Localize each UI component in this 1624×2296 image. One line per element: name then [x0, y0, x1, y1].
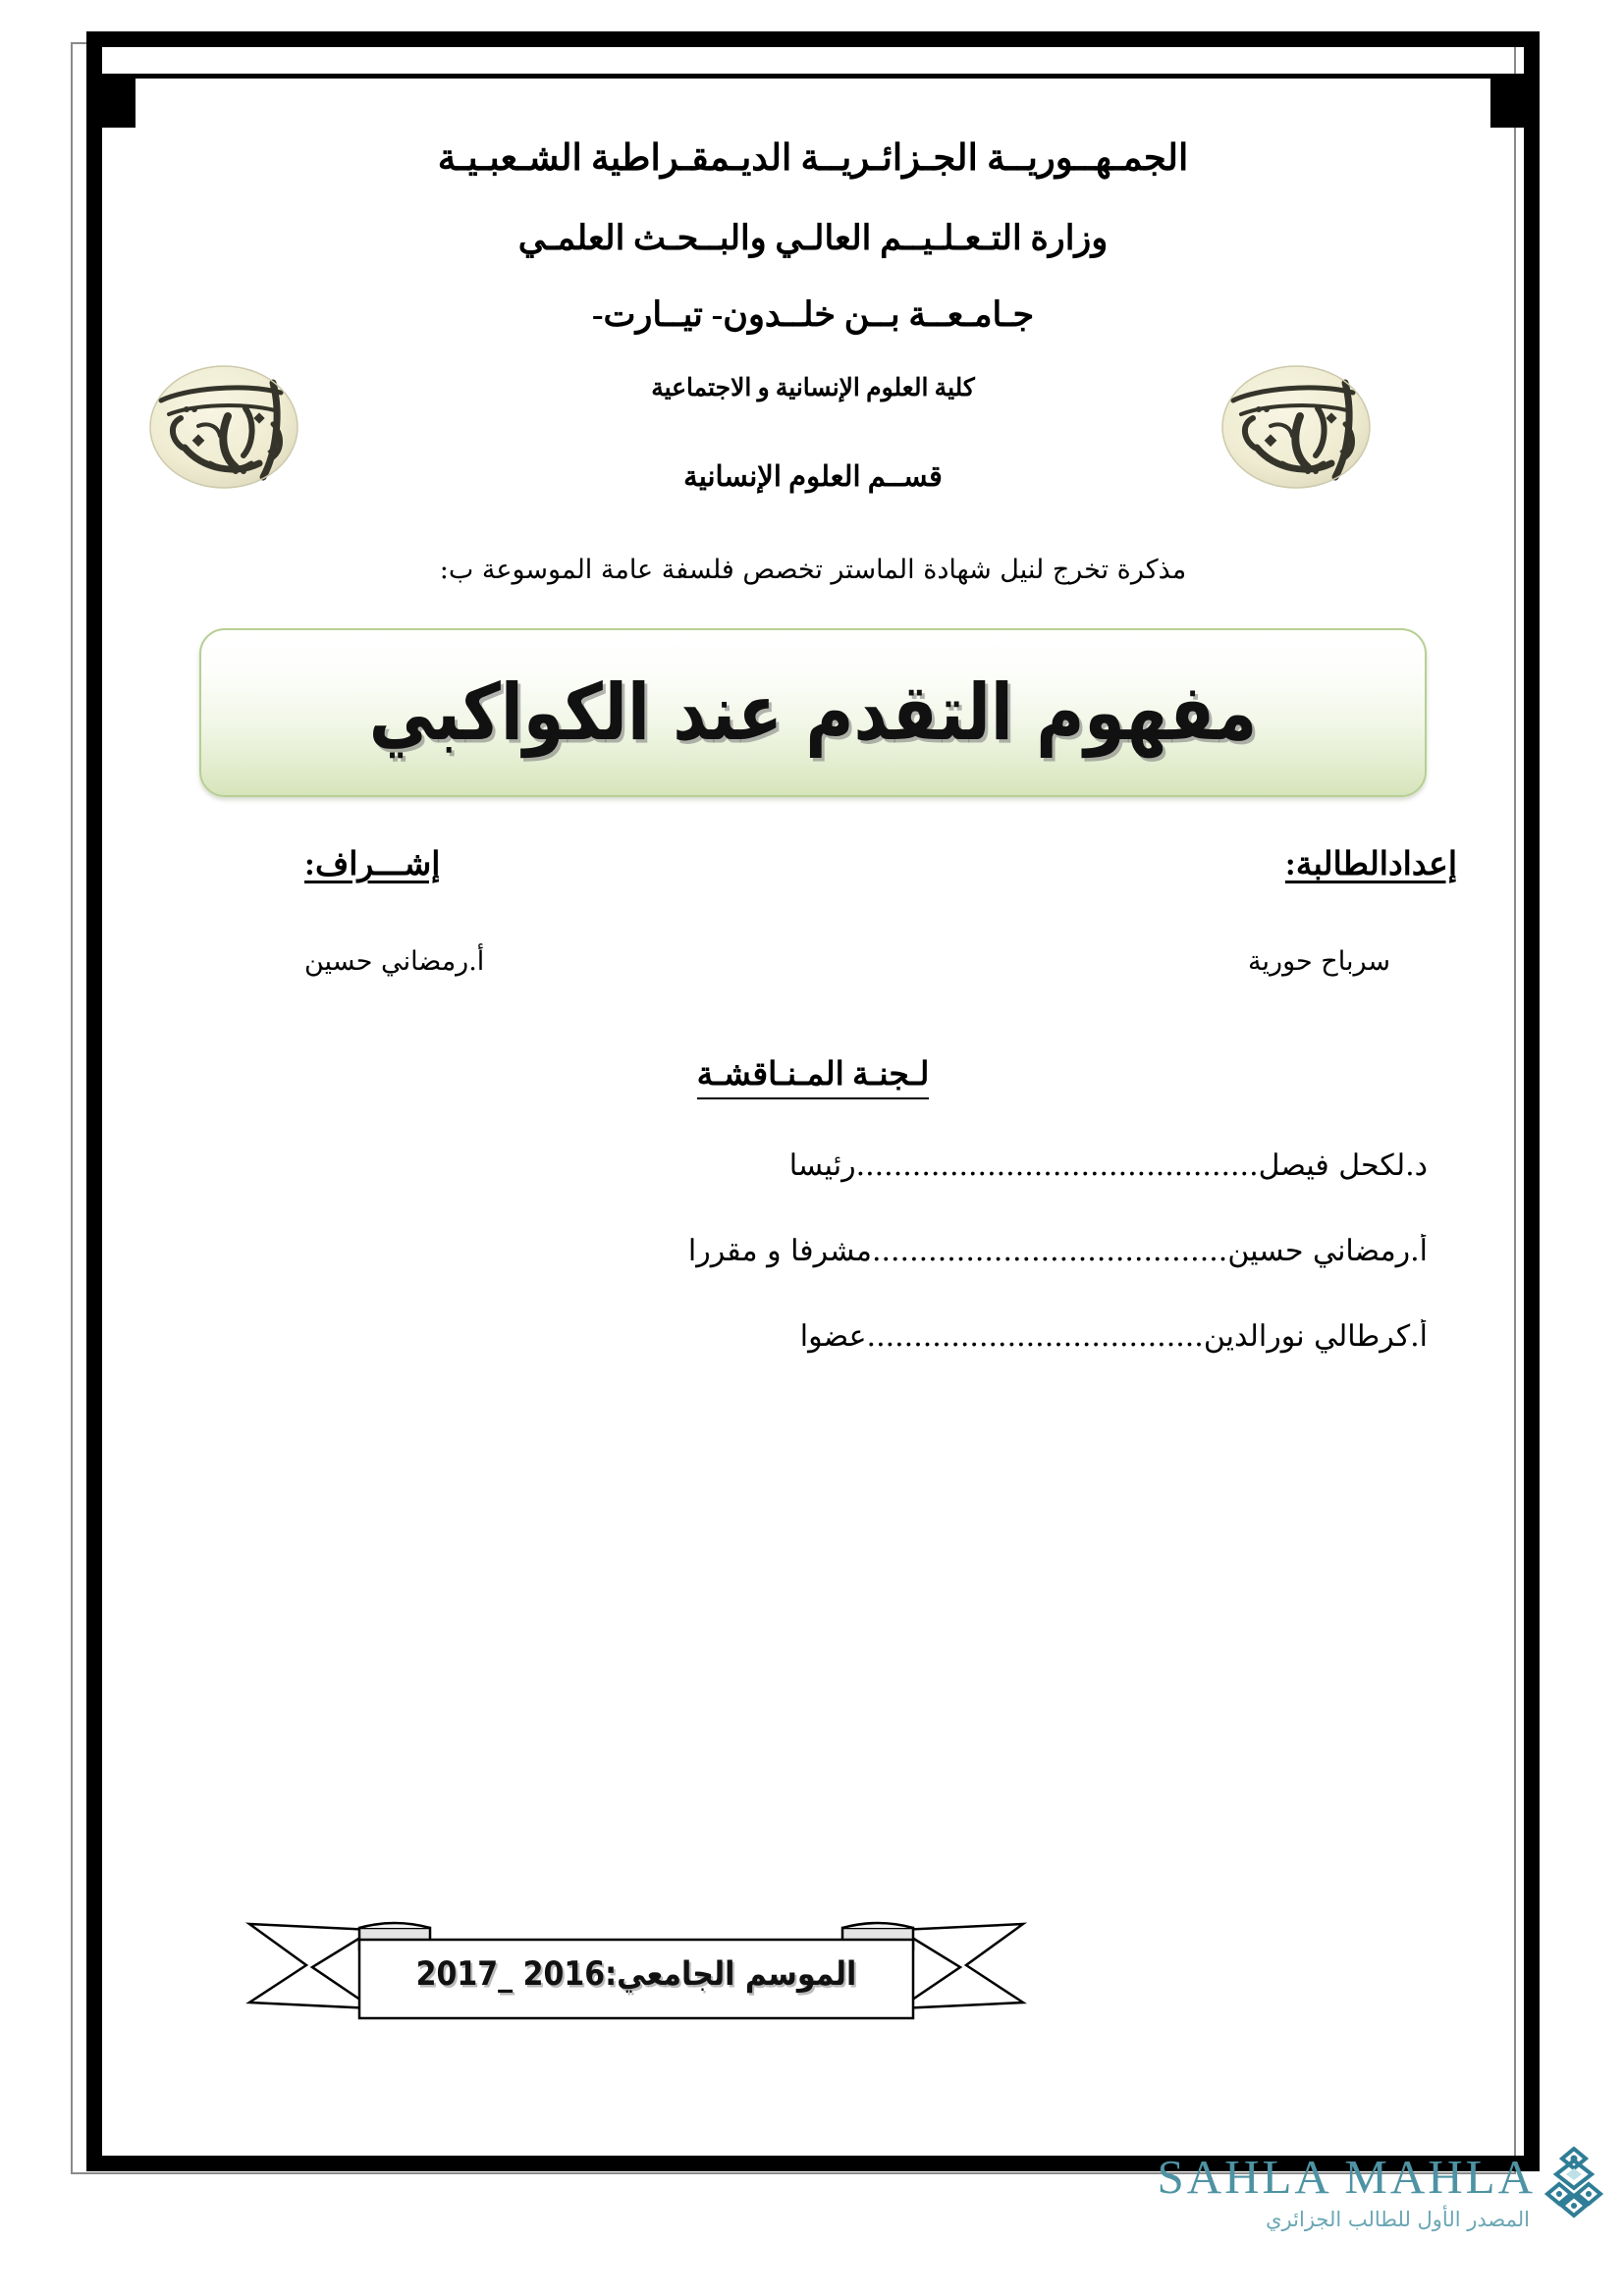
student-label: إعدادالطالبة:: [1284, 847, 1457, 883]
jury-member-role: مشرفا و مقررا: [687, 1234, 872, 1269]
jury-member-name: أ.كرطالي نورالدين: [1203, 1319, 1428, 1355]
credits-row: [108, 844, 1518, 899]
thesis-title-box: [199, 628, 1427, 797]
academic-year-text: الموسم الجامعي:2016 _2017: [415, 1954, 857, 1995]
student-name: سرباح حورية: [1248, 946, 1390, 978]
cover-page-content: [108, 86, 1518, 2167]
academic-year-ribbon: [244, 1906, 1029, 2024]
jury-member-dots: ......................................: [871, 1234, 1228, 1269]
jury-member-dots: ....................................: [866, 1319, 1204, 1355]
watermark-diamond-icon: [1542, 2145, 1606, 2221]
jury-member-row: [198, 1234, 1428, 1268]
republic-line: الجمـهــوريــة الجـزائـريــة الديـمقـراطية الشـعبـيـة: [437, 138, 1189, 179]
jury-member-dots: ...........................................: [855, 1148, 1259, 1184]
department-line: قســم العلوم الإنسانية: [683, 461, 943, 494]
university-logo-right: [1198, 353, 1394, 501]
site-watermark: [1062, 2143, 1612, 2261]
watermark-tagline: المصدر الأول للطالب الجزائري: [1266, 2208, 1530, 2231]
jury-member-row: [198, 1148, 1428, 1183]
jury-heading-text: لـجنـة المـنـاقشـة: [697, 1057, 930, 1099]
thesis-title: مفهوم التقدم عند الكواكبي: [368, 667, 1258, 759]
supervisor-label: إشـــراف:: [304, 847, 441, 883]
jury-member-row: [198, 1319, 1428, 1354]
jury-member-role: عضوا: [799, 1319, 867, 1355]
university-line: جـامـعــة بــن خلــدون- تيــارت-: [591, 295, 1035, 335]
jury-heading: [108, 1054, 1518, 1094]
thesis-purpose-note: مذكرة تخرج لنيل شهادة الماستر تخصص فلسفة عامة الموسوعة ب:: [439, 555, 1187, 586]
university-logo-left: [126, 353, 322, 501]
faculty-line: كلية العلوم الإنسانية و الاجتماعية: [651, 375, 975, 402]
ministry-line: وزارة التـعـلـيــم العالـي والبــحـث العلمـي: [517, 219, 1109, 258]
watermark-brand: SAHLA MAHLA: [1157, 2150, 1536, 2204]
jury-member-name: أ.رمضاني حسين: [1227, 1234, 1428, 1269]
jury-member-role: رئيسا: [788, 1148, 856, 1184]
supervisor-name: أ.رمضاني حسين: [304, 946, 485, 978]
credits-names-row: [108, 946, 1518, 993]
jury-members-list: [108, 1148, 1518, 1354]
jury-member-name: د.لكحل فيصل: [1258, 1148, 1428, 1184]
